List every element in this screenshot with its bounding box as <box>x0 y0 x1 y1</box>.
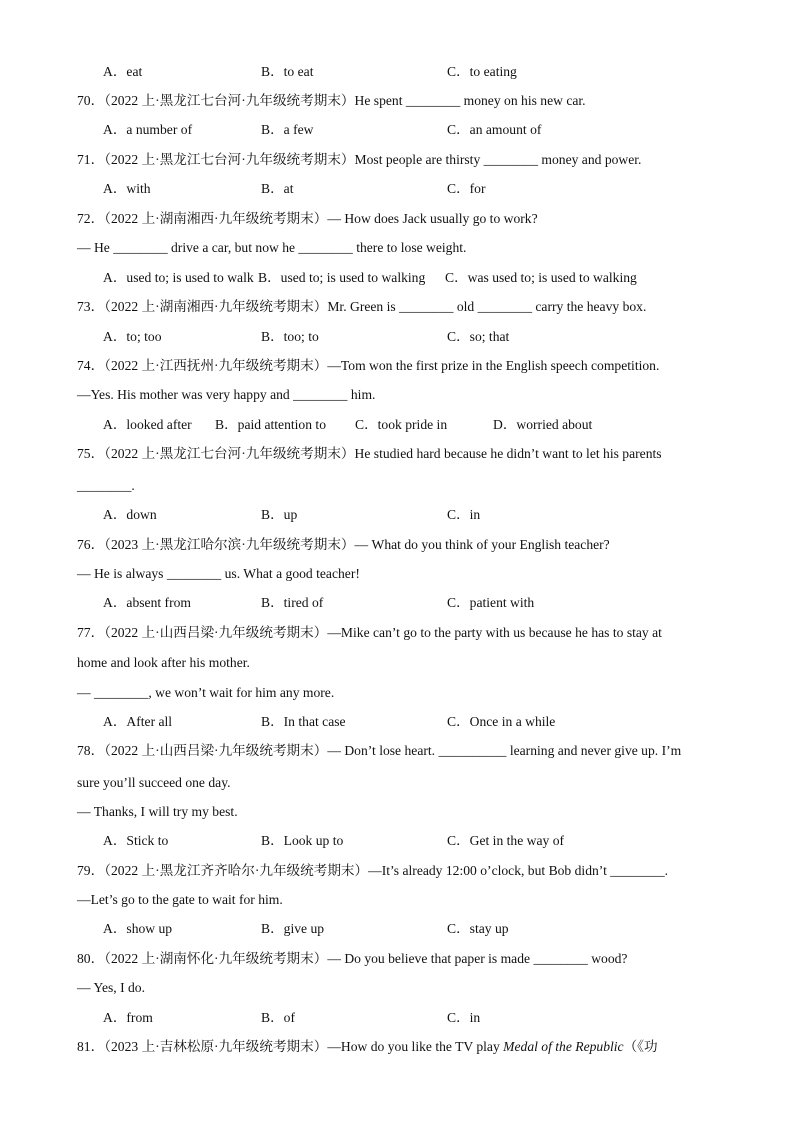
question-line: 77．（2022 上·山西吕梁·九年级统考期末）—Mike can’t go to the party with us because he has to stay at <box>77 625 662 640</box>
answer-option-b: B．to eat <box>261 64 314 79</box>
answer-option-c: C．took pride in <box>355 417 448 432</box>
question-text: （《功 <box>623 1039 658 1054</box>
question-line: ________. <box>77 478 135 493</box>
answer-option-b: B．Look up to <box>261 833 344 848</box>
answer-option-a: A．After all <box>103 714 173 729</box>
answer-option-c: C．patient with <box>447 595 535 610</box>
answer-option-c: C．to eating <box>447 64 517 79</box>
answer-option-b: B．paid attention to <box>215 417 327 432</box>
question-line: 74．（2022 上·江西抚州·九年级统考期末）—Tom won the first prize in the English speech competition. <box>77 358 660 373</box>
question-line: — Thanks, I will try my best. <box>77 804 238 819</box>
answer-option-b: B．In that case <box>261 714 346 729</box>
question-line: 75．（2022 上·黑龙江七台河·九年级统考期末）He studied hard because he didn’t want to let his parents <box>77 446 662 461</box>
question-line: 71．（2022 上·黑龙江七台河·九年级统考期末）Most people are thirsty ________ money and power. <box>77 152 642 167</box>
question-text: 81．（2023 上·吉林松原·九年级统考期末）—How do you like the TV play <box>77 1039 504 1054</box>
answer-option-a: A．eat <box>103 64 143 79</box>
question-line: 73．（2022 上·湖南湘西·九年级统考期末）Mr. Green is ________ old ________ carry the heavy box. <box>77 299 647 314</box>
question-line <box>77 1039 658 1055</box>
answer-option-c: C．for <box>447 181 486 196</box>
answer-option-a: A．a number of <box>103 122 193 137</box>
question-line: — Yes, I do. <box>77 980 145 995</box>
answer-option-c: C．in <box>447 507 481 522</box>
play-title: Medal of the Republic <box>503 1039 624 1054</box>
answer-option-b: B．of <box>261 1010 295 1025</box>
answer-option-c: C．was used to; is used to walking <box>445 270 637 285</box>
answer-option-a: A．to; too <box>103 329 162 344</box>
answer-option-b: B．tired of <box>261 595 324 610</box>
question-line: — He ________ drive a car, but now he ________ there to lose weight. <box>77 240 467 255</box>
answer-option-b: B．a few <box>261 122 314 137</box>
question-line: 76．（2023 上·黑龙江哈尔滨·九年级统考期末）— What do you think of your English teacher? <box>77 537 610 552</box>
question-line: 78．（2022 上·山西吕梁·九年级统考期末）— Don’t lose heart. __________ learning and never give up. I’m <box>77 743 682 758</box>
question-line: — ________, we won’t wait for him any more. <box>77 685 335 700</box>
answer-option-c: C．so; that <box>447 329 510 344</box>
question-line: 80．（2022 上·湖南怀化·九年级统考期末）— Do you believe that paper is made ________ wood? <box>77 951 628 966</box>
answer-option-a: A．down <box>103 507 157 522</box>
answer-option-b: B．used to; is used to walking <box>258 270 426 285</box>
answer-option-a: A．used to; is used to walk <box>103 270 254 285</box>
answer-option-c: C．Once in a while <box>447 714 556 729</box>
answer-option-c: C．in <box>447 1010 481 1025</box>
question-line: 72．（2022 上·湖南湘西·九年级统考期末）— How does Jack usually go to work? <box>77 211 538 226</box>
answer-option-a: A．Stick to <box>103 833 169 848</box>
answer-option-c: C．Get in the way of <box>447 833 565 848</box>
question-line: —Yes. His mother was very happy and ________ him. <box>77 387 376 402</box>
answer-option-d: D．worried about <box>493 417 593 432</box>
answer-option-a: A．absent from <box>103 595 191 610</box>
answer-option-a: A．from <box>103 1010 153 1025</box>
answer-option-c: C．stay up <box>447 921 509 936</box>
question-line: 79．（2022 上·黑龙江齐齐哈尔·九年级统考期末）—It’s already 12:00 o’clock, but Bob didn’t ________. <box>77 863 669 878</box>
answer-option-a: A．show up <box>103 921 173 936</box>
answer-option-a: A．with <box>103 181 151 196</box>
answer-option-b: B．at <box>261 181 294 196</box>
question-line: 70．（2022 上·黑龙江七台河·九年级统考期末）He spent ________ money on his new car. <box>77 93 586 108</box>
question-line: sure you’ll succeed one day. <box>77 775 231 790</box>
answer-option-a: A．looked after <box>103 417 192 432</box>
question-line: —Let’s go to the gate to wait for him. <box>77 892 283 907</box>
answer-option-b: B．too; to <box>261 329 319 344</box>
question-line: — He is always ________ us. What a good teacher! <box>77 566 360 581</box>
answer-option-b: B．up <box>261 507 298 522</box>
answer-option-c: C．an amount of <box>447 122 542 137</box>
question-line: home and look after his mother. <box>77 655 250 670</box>
answer-option-b: B．give up <box>261 921 325 936</box>
